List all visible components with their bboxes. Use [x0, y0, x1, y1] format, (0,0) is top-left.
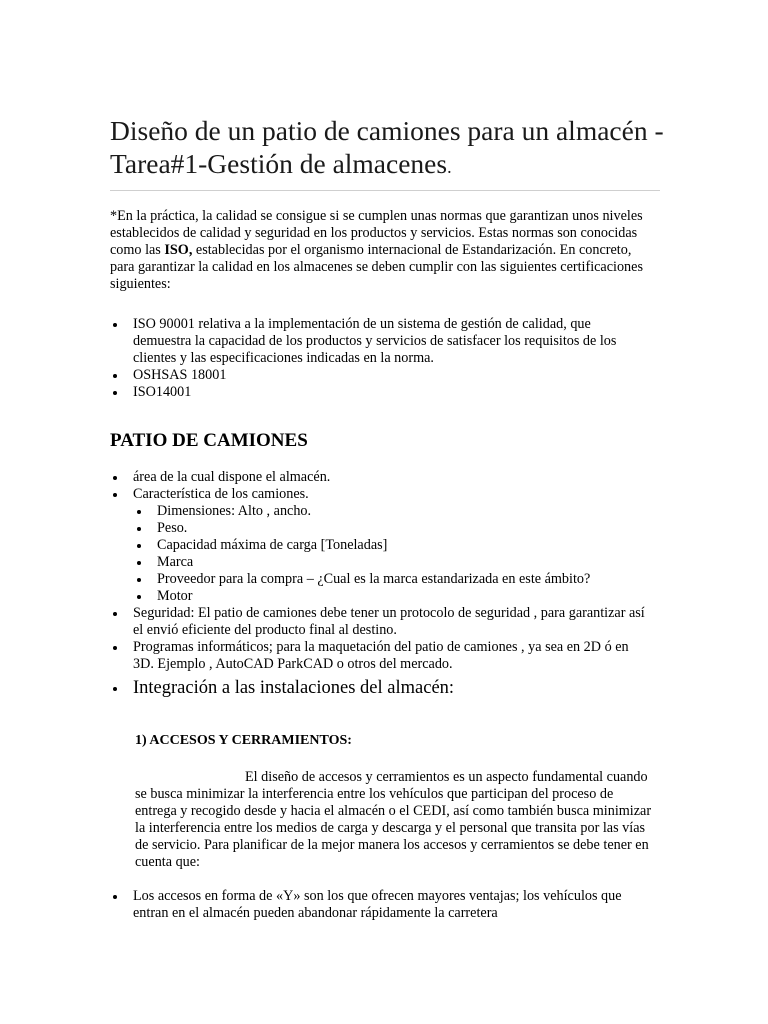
list-item: Los accesos en forma de «Y» son los que ofrecen mayores ventajas; los vehículos que entran en el almacén pueden abandonar rápidamente la carretera — [110, 888, 650, 922]
certifications-list — [110, 316, 650, 401]
title-dot: . — [447, 157, 452, 177]
list-item: Seguridad: El patio de camiones debe tener un protocolo de seguridad , para garantizar así el envió eficiente del producto final al destino. — [110, 605, 650, 639]
intro-text-before: *En la práctica, la calidad se consigue si se cumplen unas normas que garantizan unos niveles establecidos de calidad y seguridad en los productos y servicios. Estas normas son conocidas como las — [110, 208, 643, 258]
intro-text-after: establecidas por el organismo internacional de Estandarización. En concreto, para garantizar la calidad en los almacenes se deben cumplir con las siguientes certificaciones siguientes: — [110, 242, 643, 292]
title-divider — [110, 190, 660, 191]
accesos-paragraph: El diseño de accesos y cerramientos es un aspecto fundamental cuando se busca minimizar la interferencia entre los vehículos que participan del proceso de entrega y recogido desde y hacia el almacén o el CEDI, así como también busca minimizar la interferencia entre los medios de carga y descarga y el personal que transita por las vías de servicio. Para planificar de la mejor manera los accesos y cerramientos se debe tener en cuenta que: — [135, 769, 652, 870]
subsection-heading: 1) ACCESOS Y CERRAMIENTOS: — [135, 733, 352, 748]
sub-list-item: Proveedor para la compra – ¿Cual es la marca estandarizada en este ámbito? — [133, 571, 650, 588]
sub-list-item: Motor — [133, 588, 650, 605]
title-text: Diseño de un patio de camiones para un almacén - Tarea#1-Gestión de almacenes — [110, 115, 664, 179]
list-item-integracion: Integración a las instalaciones del almacén: — [110, 676, 650, 700]
sub-list-item: Capacidad máxima de carga [Toneladas] — [133, 537, 650, 554]
accesos-list — [110, 888, 650, 922]
list-item: OSHSAS 18001 — [110, 367, 650, 384]
intro-bold-iso: ISO, — [164, 242, 193, 258]
list-item-text: Característica de los camiones. — [133, 486, 309, 502]
list-item — [110, 486, 650, 605]
list-item: ISO 90001 relativa a la implementación de un sistema de gestión de calidad, que demuestra la capacidad de los productos y servicios de satisfacer los requisitos de los clientes y las especificaciones indicadas en la norma. — [110, 316, 650, 367]
sub-list-item: Peso. — [133, 520, 650, 537]
sub-list-item: Dimensiones: Alto , ancho. — [133, 503, 650, 520]
section-heading: PATIO DE CAMIONES — [110, 430, 308, 451]
document-title — [110, 114, 670, 184]
intro-paragraph — [110, 208, 650, 293]
list-item: Programas informáticos; para la maquetación del patio de camiones , ya sea en 2D ó en 3D. Ejemplo , AutoCAD ParkCAD o otros del mercado. — [110, 639, 650, 673]
patio-list — [110, 469, 650, 700]
caracteristicas-sublist — [133, 503, 650, 605]
list-item: ISO14001 — [110, 384, 650, 401]
list-item: área de la cual dispone el almacén. — [110, 469, 650, 486]
sub-list-item: Marca — [133, 554, 650, 571]
